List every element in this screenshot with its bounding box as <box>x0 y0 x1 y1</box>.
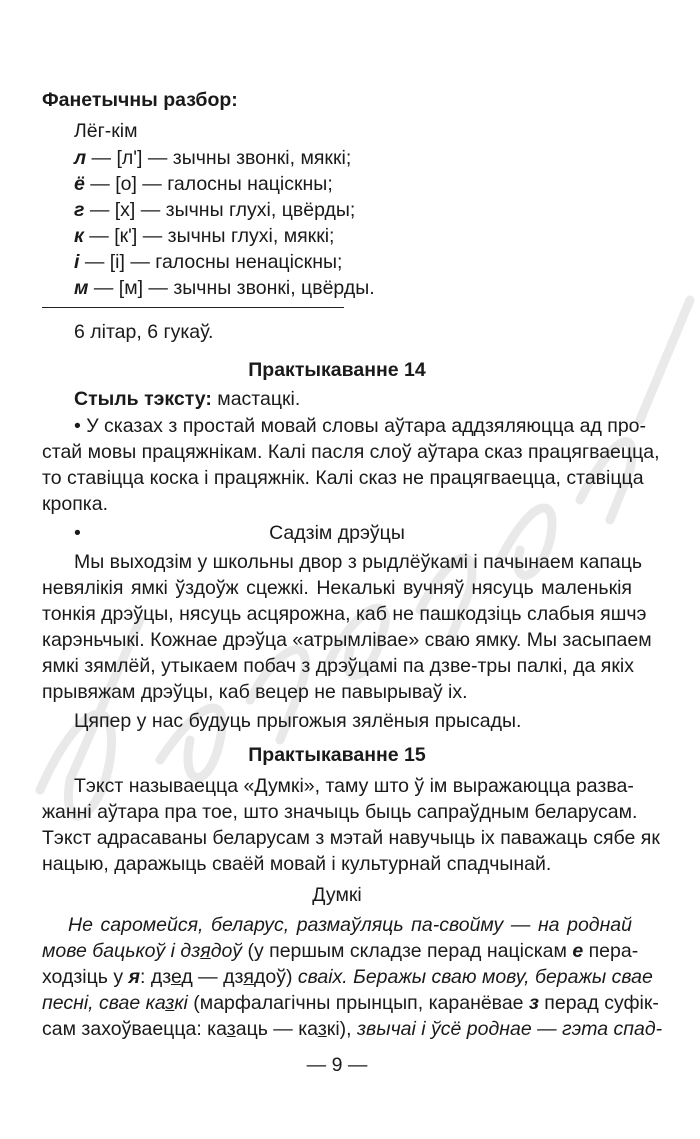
phonetic-heading: Фанетычны разбор: <box>42 89 238 111</box>
phonetic-row <box>74 223 334 249</box>
text-run: аць — ка <box>235 1018 318 1040</box>
phonetic-description: — [к'] — зычны глухі, мяккі; <box>83 225 335 247</box>
style-label: Стыль тэксту: <box>74 388 212 410</box>
text-run: звычаі і ўсё роднае — гэта спад- <box>356 1018 663 1040</box>
story-line: Мы выходзім у школьны двор з рыдлёўкамі і пачынаем капаць <box>74 551 643 573</box>
phonetic-letter: ё <box>74 173 85 195</box>
story-line: Цяпер у нас будуць прыгожыя зялёныя прысады. <box>74 710 522 732</box>
text-run: е <box>170 966 182 988</box>
text-run: сам захоўваецца: ка <box>42 1018 227 1040</box>
phonetic-row <box>74 197 355 223</box>
phonetic-row <box>74 249 342 275</box>
phonetic-word: Лёг-кім <box>74 120 138 142</box>
paragraph-line: кропка. <box>42 493 109 515</box>
text-run: ходзіць у <box>42 966 129 988</box>
text-run: мове бацькоў і дз <box>42 940 201 962</box>
text-run: з <box>165 992 175 1014</box>
phonetic-description: — [л'] — зычны звонкі, мяккі; <box>86 147 352 169</box>
phonetic-description: — [і] — галосны ненаціскны; <box>79 251 343 273</box>
story-line: карэньчыкі. Кожнае дрэўца «атрымлівае» сваю ямку. Мы засыпаем <box>42 629 652 651</box>
exercise-15-title: Практыкаванне 15 <box>248 744 426 766</box>
text-run: д — дз <box>181 966 244 988</box>
text-run: доў <box>210 940 243 962</box>
phonetic-letter: г <box>74 199 85 221</box>
separator-line <box>42 307 344 308</box>
paragraph-line: то ставіцца коска і працяжнік. Калі сказ не працягваецца, ставіцца <box>42 467 644 489</box>
bullet: • <box>74 522 81 544</box>
phonetic-row <box>74 275 375 301</box>
style-value: мастацкі. <box>211 388 301 410</box>
paragraph-line: Тэкст адрасаваны беларусам з мэтай навучыць іх паважаць сябе як <box>42 827 660 849</box>
phonetic-letter: м <box>74 277 89 299</box>
paragraph-line: • У сказах з простай мовай словы аўтара аддзяляюцца ад про- <box>74 415 647 437</box>
poem-line: Не саромейся, беларус, размаўляць па-свойму — на роднай <box>68 914 632 936</box>
poem-line <box>42 1016 663 1042</box>
exercise-14-title: Практыкаванне 14 <box>248 359 426 381</box>
paragraph-line: Тэкст называецца «Думкі», таму што ў ім выражаюцца разва- <box>74 775 634 797</box>
phonetic-description: — [х] — зычны глухі, цвёрды; <box>84 199 356 221</box>
text-run: перад суфік- <box>538 992 659 1014</box>
story-line: прывяжам дрэўцы, каб вецер не павырываў іх. <box>42 681 468 703</box>
phonetic-description: — [о] — галосны націскны; <box>84 173 333 195</box>
phonetic-row <box>74 145 351 171</box>
text-run: кі <box>174 992 188 1014</box>
phonetic-letter: і <box>74 251 80 273</box>
text-run: я <box>243 966 254 988</box>
story-title: Садзім дрэўцы <box>269 522 405 544</box>
text-run: е <box>572 940 584 962</box>
phonetic-row <box>74 171 333 197</box>
text-run: з <box>528 992 539 1014</box>
text-run: доў) <box>253 966 298 988</box>
story-line: невялікія ямкі ўздоўж сцежкі. Некалькі вучняў нясуць маленькія <box>42 577 632 599</box>
text-run: я <box>128 966 140 988</box>
poem-title: Думкі <box>312 884 362 906</box>
page-number: — 9 — <box>306 1054 368 1076</box>
phonetic-description: — [м] — зычны звонкі, цвёрды. <box>88 277 375 299</box>
text-run: я <box>200 940 211 962</box>
text-run: (марфалагічны прынцып, каранёвае <box>187 992 529 1014</box>
text-run: пера- <box>583 940 639 962</box>
story-line: тонкія дрэўцы, нясуць асцярожна, каб не пашкодзіць слабыя яшчэ <box>42 603 647 625</box>
paragraph-line: жанні аўтара пра тое, што значыць быць сапраўдным беларусам. <box>42 801 638 823</box>
text-run: (у першым складзе перад націскам <box>242 940 573 962</box>
phonetic-letter: к <box>74 225 84 247</box>
text-run: : дз <box>140 966 171 988</box>
poem-line <box>42 938 639 964</box>
phonetic-letter: л <box>74 147 87 169</box>
text-run: кі), <box>326 1018 357 1040</box>
text-run: з <box>226 1018 236 1040</box>
style-line <box>74 386 300 412</box>
poem-line <box>42 990 659 1016</box>
text-run: песні, свае ка <box>42 992 166 1014</box>
paragraph-line: нацыю, даражыць сваёй мовай і культурнай спадчынай. <box>42 853 552 875</box>
phonetic-summary: 6 літар, 6 гукаў. <box>74 321 214 343</box>
paragraph-line: стай мовы працяжнікам. Калі пасля слоў аўтара сказ працягваецца, <box>42 441 660 463</box>
story-line: ямкі зямлёй, утыкаем побач з дрэўцамі па дзве-тры палкі, да якіх <box>42 655 634 677</box>
poem-line <box>42 964 653 990</box>
text-run: з <box>317 1018 327 1040</box>
text-run: сваіх. Беражы сваю мову, беражы свае <box>297 966 653 988</box>
